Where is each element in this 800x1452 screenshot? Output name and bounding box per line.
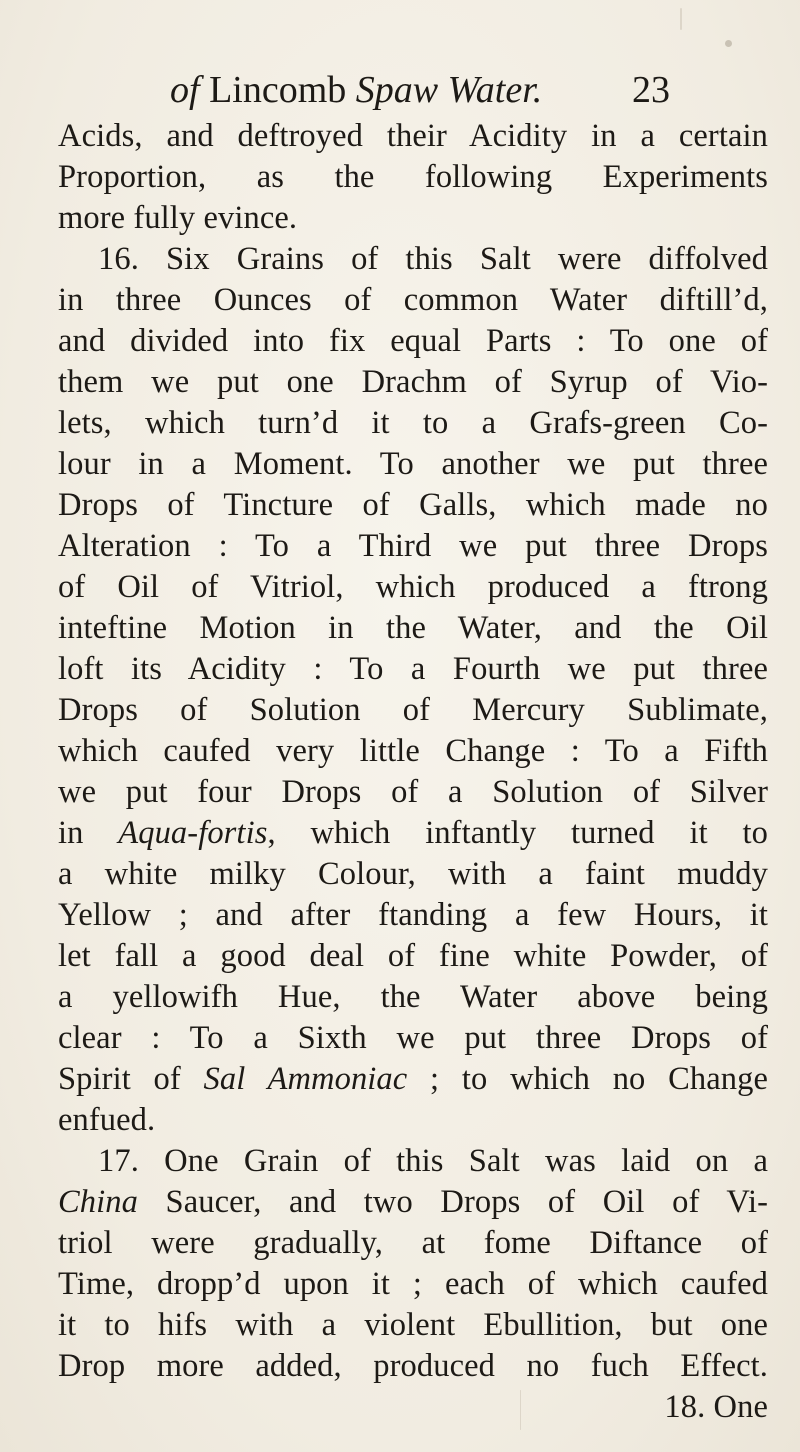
text-run: Drop more added, produced no fuch Effect. [58, 1348, 768, 1384]
text-run: lets, which turn’d it to a Grafs-green Co- [58, 405, 768, 441]
text-line [58, 729, 768, 773]
text-run: lour in a Moment. To another we put three [58, 446, 768, 482]
text-line [58, 483, 768, 527]
text-line [58, 278, 768, 322]
text-run: , which inftantly turned it to [267, 815, 768, 851]
text-run: triol were gradually, at fome Diftance of [58, 1225, 768, 1261]
text-run: Yellow ; and after ftanding a few Hours, it [58, 897, 768, 933]
text-line [58, 893, 768, 937]
text-line [98, 1139, 768, 1183]
italic-term: Sal Ammoniac [203, 1061, 408, 1097]
text-line [58, 360, 768, 404]
text-line [58, 647, 768, 691]
text-line [58, 1016, 768, 1060]
text-run: more fully evince. [58, 200, 298, 236]
text-run: we put four Drops of a Solution of Silver [58, 774, 768, 810]
text-line [58, 155, 768, 199]
text-run: of Oil of Vitriol, which produced a ftrong [58, 569, 768, 605]
text-line [58, 114, 768, 158]
page-number: 23 [632, 69, 670, 111]
text-run: ; to which no Change [407, 1061, 768, 1097]
text-line [58, 1098, 768, 1142]
text-line [58, 196, 768, 240]
text-run: 16. Six Grains of this Salt were diffolved [98, 241, 768, 277]
text-line [58, 1303, 768, 1347]
ink-speck [725, 40, 732, 47]
text-run: in three Ounces of common Water diftill’d, [58, 282, 768, 318]
text-run: Drops of Tincture of Galls, which made no [58, 487, 768, 523]
text-line [58, 1057, 768, 1101]
catchword: 18. One [664, 1389, 768, 1425]
text-line [58, 852, 768, 896]
header-prefix: of [170, 69, 200, 111]
text-run: a yellowifh Hue, the Water above being [58, 979, 768, 1015]
text-line [58, 442, 768, 486]
catchword-line [488, 1385, 768, 1429]
text-line [58, 934, 768, 978]
text-line [58, 811, 768, 855]
text-run: inteftine Motion in the Water, and the Oil [58, 610, 768, 646]
ink-speck [680, 8, 682, 30]
text-run: Alteration : To a Third we put three Drops [58, 528, 768, 564]
text-line [58, 319, 768, 363]
text-run: Drops of Solution of Mercury Sublimate, [58, 692, 768, 728]
text-line [58, 1344, 768, 1388]
header-title: Spaw Water. [355, 69, 543, 111]
text-run: and divided into fix equal Parts : To one of [58, 323, 768, 359]
text-line [58, 688, 768, 732]
text-line [98, 237, 768, 281]
running-header [170, 62, 690, 118]
text-run: it to hifs with a violent Ebullition, but one [58, 1307, 768, 1343]
text-run: Time, dropp’d upon it ; each of which caufed [58, 1266, 768, 1302]
text-run: clear : To a Sixth we put three Drops of [58, 1020, 768, 1056]
italic-term: China [58, 1184, 138, 1220]
text-run: a white milky Colour, with a faint muddy [58, 856, 768, 892]
text-run: Acids, and deftroyed their Acidity in a certain [58, 118, 768, 154]
text-line [58, 1221, 768, 1265]
text-run: 17. One Grain of this Salt was laid on a [98, 1143, 768, 1179]
text-line [58, 1180, 768, 1224]
header-place: Lincomb [209, 69, 347, 111]
italic-term: Aqua-fortis [118, 815, 268, 851]
text-line [58, 975, 768, 1019]
text-line [58, 1262, 768, 1306]
text-run: them we put one Drachm of Syrup of Vio- [58, 364, 768, 400]
text-run: Saucer, and two Drops of Oil of Vi- [137, 1184, 768, 1220]
text-line [58, 565, 768, 609]
text-run: enfued. [58, 1102, 156, 1138]
text-line [58, 524, 768, 568]
text-run: let fall a good deal of fine white Powder, of [58, 938, 768, 974]
text-run: Spirit of [58, 1061, 204, 1097]
text-line [58, 401, 768, 445]
text-line [58, 770, 768, 814]
text-run: Proportion, as the following Experiments [58, 159, 768, 195]
text-run: in [58, 815, 119, 851]
text-run: which caufed very little Change : To a Fifth [58, 733, 768, 769]
text-line [58, 606, 768, 650]
text-run: loft its Acidity : To a Fourth we put three [58, 651, 768, 687]
